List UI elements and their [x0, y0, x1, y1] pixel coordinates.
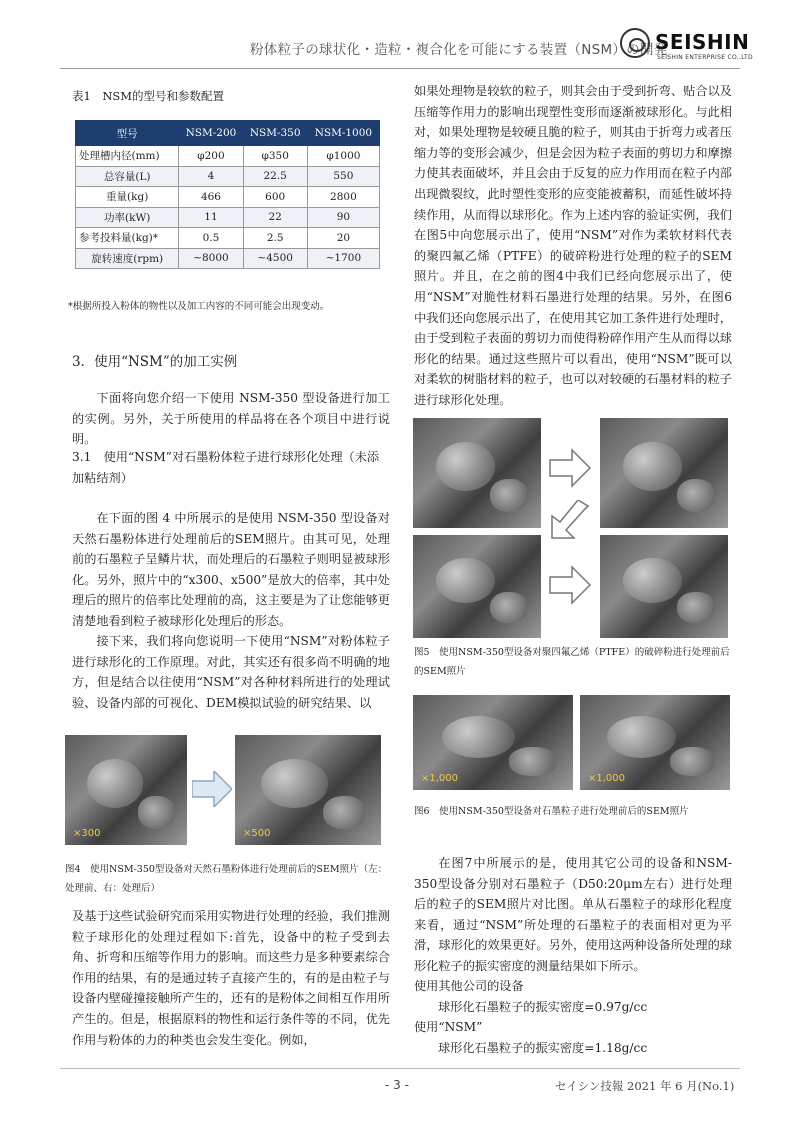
nsm-value: 球形化石墨粒子的振实密度=1.18g/cc: [438, 1041, 648, 1055]
other-device-label: 使用其他公司的设备: [414, 979, 524, 993]
fig6-photo-after: [580, 695, 730, 790]
journal-info: セイシン技報 2021 年 6 月(No.1): [555, 1079, 735, 1093]
fig5-photo-3: [413, 535, 541, 638]
table-row: [76, 248, 380, 269]
magnification-label: ×300: [73, 828, 101, 839]
fig5-caption: 图5 使用NSM-350型设备对聚四氟乙烯（PTFE）的破碎粉进行处理前后的SEM照片: [414, 647, 730, 677]
table-cell: 11: [179, 207, 243, 228]
arrow-right-icon: [548, 448, 592, 488]
paragraph-mechanism: 接下来，我们将向您说明一下使用“NSM”对粉体粒子进行球形化的工作原理。对此，其实还有很多尚不明确的地方，但是结合以往使用“NSM”对各种材料所进行的处理试验、设备内部的可视化、DEM模拟试验的研究结果、以: [72, 634, 390, 710]
table-cell: φ350: [243, 146, 307, 167]
table-header-cell: NSM-350: [243, 121, 307, 146]
table-row: [76, 207, 380, 228]
table-cell: ~4500: [243, 248, 307, 269]
arrow-right-icon: [548, 565, 592, 605]
page-number: - 3 -: [385, 1078, 409, 1092]
magnification-label: ×500: [243, 828, 271, 839]
nsm-label: 使用“NSM”: [414, 1020, 483, 1034]
table-cell: ~1700: [307, 248, 379, 269]
section-title: 3．使用“NSM”的加工实例: [72, 354, 238, 370]
header-title: 粉体粒子の球状化・造粒・複合化を可能にする装置（NSM）の開発: [250, 42, 668, 58]
table-note: *根据所投入粉体的物性以及加工内容的不同可能会出现变动。: [68, 301, 330, 312]
table-cell: 4: [179, 166, 243, 187]
paragraph-fig4: 在下面的图 4 中所展示的是使用 NSM-350 型设备对天然石墨粉体进行处理前后的SEM照片。由其可见，处理前的石墨粒子呈鳞片状，而处理后的石墨粒子则明显被球形化。另外，照片中的“x300、x500”是放大的倍率，其中处理后的照片的倍率比处理前的高，这主要是为了让您能够更清楚地看到粒子被球形化处理后的形态。: [72, 511, 390, 628]
table-cell: 功率(kW): [76, 207, 179, 228]
arrow-down-left-icon: [548, 500, 592, 540]
magnification-label: ×1,000: [421, 773, 459, 784]
paragraph-right-1: 如果处理物是较软的粒子，则其会由于受到折弯、贴合以及压缩等作用力的影响出现塑性变形而逐渐被球形化。与此相对，如果处理物是较硬且脆的粒子，则其由于折弯力或者压缩力等的变形会减少，但是会因为粒子表面的剪切力和摩擦力使其表面破坏，并且会由于反复的应力作用而在粒子内部出现微裂纹，此时塑性变形的应变能被蓄积，而延性破坏持续作用，从而得以球形化。作为上述内容的验证实例，我们在图5中向您展示出了，使用“NSM”对作为柔软材料代表的聚四氟乙烯（PTFE）的破碎粉进行处理的粒子的SEM照片。并且，在之前的图4中我们已经向您展示出了，使用“NSM”对脆性材料石墨进行处理的结果。另外，在图6中我们还向您展示出了，在使用其它加工条件进行处理时，由于受到粒子表面的剪切力而使得粉碎作用产生从而得以球形化的结果。通过这些照片可以看出，使用“NSM”既可以对柔软的树脂材料的粒子，也可以对较硬的石墨材料的粒子进行球形化处理。: [414, 84, 732, 407]
table-cell: 重量(kg): [76, 187, 179, 208]
table-cell: 处理槽内径(mm): [76, 146, 179, 167]
fig5-photo-1: [413, 418, 541, 528]
arrow-right-icon: [192, 777, 214, 801]
table-caption: 表1 NSM的型号和参数配置: [72, 89, 225, 103]
seishin-logo-icon: [620, 28, 650, 58]
logo-name: SEISHIN: [655, 30, 750, 54]
table-cell: 总容量(L): [76, 166, 179, 187]
table-cell: 参考投料量(kg)*: [76, 228, 179, 249]
table-cell: 0.5: [179, 228, 243, 249]
section-intro: 下面将向您介绍一下使用 NSM-350 型设备进行加工的实例。另外，关于所使用的样品将在各个项目中进行说明。: [72, 391, 390, 447]
table-cell: 550: [307, 166, 379, 187]
table-cell: 旋转速度(rpm): [76, 248, 179, 269]
table-cell: φ200: [179, 146, 243, 167]
fig4-caption: 图4 使用NSM-350型设备对天然石墨粉体进行处理前后的SEM照片（左：处理前、右：处理后）: [65, 864, 388, 894]
paragraph-right-2: 在图7中所展示的是，使用其它公司的设备和NSM-350型设备分别对石墨粒子（D50:20μm左右）进行处理后的粒子的SEM照片对比图。单从石墨粒子的球形化程度来看，通过“NSM”所处理的石墨粒子的表面相对更为平滑，球形化的效果更好。另外，使用这两种设备所处理的球形化粒子的振实密度的测量结果如下所示。: [414, 856, 732, 973]
fig6-caption: 图6 使用NSM-350型设备对石墨粒子进行处理前后的SEM照片: [414, 806, 689, 817]
magnification-label: ×1,000: [588, 773, 626, 784]
paragraph-process: 及基于这些试验研究而采用实物进行处理的经验，我们推测粒子球形化的处理过程如下:首先，设备中的粒子受到去角、折弯和压缩等作用力的影响。而这些力是多种要素综合作用的结果，有的是通过转子直接产生的，有的是由粒子与设备内壁碰撞接触所产生的，还有的是粉体之间相互作用所产生的。但是，根据原料的物性和运行条件等的不同，优先作用与粉体的力的种类也会发生变化。例如，: [72, 909, 390, 1047]
table-cell: 2.5: [243, 228, 307, 249]
table-cell: 22: [243, 207, 307, 228]
table-header-row: [76, 121, 380, 146]
subsection-title: 3.1 使用“NSM”对石墨粉体粒子进行球形化处理（未添加粘结剂）: [72, 450, 380, 485]
footer-divider: [60, 1068, 740, 1069]
table-cell: 2800: [307, 187, 379, 208]
table-header-cell: 型号: [76, 121, 179, 146]
fig4-photo-before: [65, 735, 187, 845]
table-cell: 600: [243, 187, 307, 208]
table-row: [76, 166, 380, 187]
header-divider: [60, 68, 740, 69]
table-cell: ~8000: [179, 248, 243, 269]
fig5-photo-2: [600, 418, 728, 528]
logo-subtitle: SEISHIN ENTERPRISE CO.,LTD: [657, 54, 753, 61]
table-header-cell: NSM-200: [179, 121, 243, 146]
table-cell: φ1000: [307, 146, 379, 167]
table-row: [76, 146, 380, 167]
table-row: [76, 228, 380, 249]
fig5-photo-4: [600, 535, 728, 638]
table-cell: 466: [179, 187, 243, 208]
table-row: [76, 187, 380, 208]
table-header-cell: NSM-1000: [307, 121, 379, 146]
fig4-photo-after: [235, 735, 381, 845]
other-device-value: 球形化石墨粒子的振实密度=0.97g/cc: [438, 1000, 648, 1014]
fig6-photo-before: [413, 695, 573, 790]
table-cell: 20: [307, 228, 379, 249]
table-cell: 22.5: [243, 166, 307, 187]
spec-table: [75, 120, 380, 269]
table-cell: 90: [307, 207, 379, 228]
